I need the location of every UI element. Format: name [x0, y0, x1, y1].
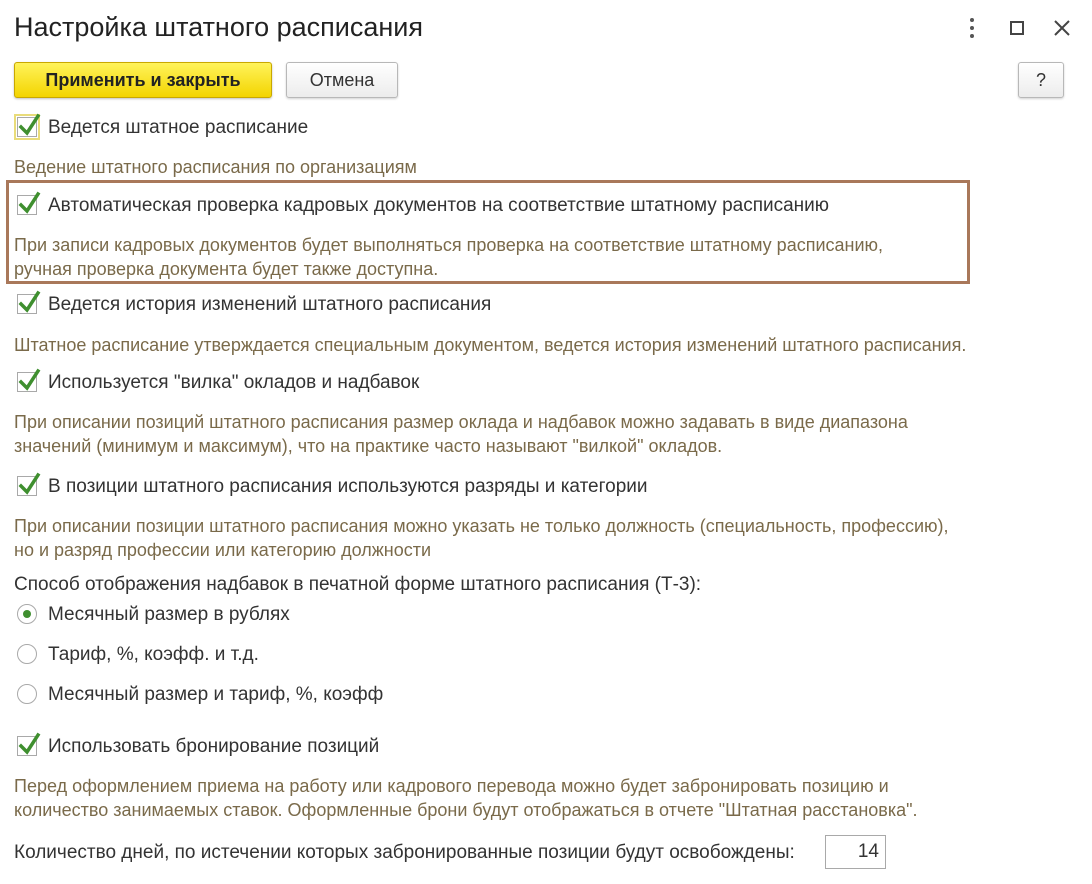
staffing-hint: Ведение штатного расписания по организациям: [14, 157, 417, 177]
salary-range-hint-line2: значений (минимум и максимум), что на практике часто называют "вилкой" окладов.: [14, 436, 723, 456]
allowance-display-label: Способ отображения надбавок в печатной форме штатного расписания (Т-3):: [14, 574, 702, 595]
checkmark-icon: [17, 190, 41, 216]
radio-monthly-rubles[interactable]: [17, 604, 37, 624]
radio-tariff-percent[interactable]: [17, 644, 37, 664]
history-checkbox[interactable]: [17, 294, 37, 314]
salary-range-checkbox[interactable]: [17, 372, 37, 392]
radio-monthly-rubles-label: Месячный размер в рублях: [48, 604, 290, 625]
staffing-label: Ведется штатное расписание: [48, 117, 309, 138]
grades-hint-line2: но и разряд профессии или категорию должности: [14, 540, 432, 560]
grades-hint-line1: При описании позиции штатного расписания можно указать не только должность (специальность, профессию),: [14, 516, 949, 536]
radio-monthly-and-tariff[interactable]: [17, 684, 37, 704]
auto-check-hint-line1: При записи кадровых документов будет выполняться проверка на соответствие штатному расписанию,: [14, 235, 884, 255]
checkmark-icon: [17, 112, 41, 138]
apply-and-close-button[interactable]: Применить и закрыть: [14, 62, 272, 98]
staffing-checkbox[interactable]: [17, 117, 37, 137]
help-button[interactable]: ?: [1018, 62, 1064, 98]
more-vertical-icon[interactable]: [958, 14, 986, 42]
grades-checkbox[interactable]: [17, 476, 37, 496]
window-title: Настройка штатного расписания: [14, 12, 423, 42]
checkmark-icon: [17, 289, 41, 315]
cancel-button[interactable]: Отмена: [286, 62, 398, 98]
grades-label: В позиции штатного расписания используются разряды и категории: [48, 476, 648, 497]
release-days-label: Количество дней, по истечении которых забронированные позиции будут освобождены:: [14, 842, 795, 863]
salary-range-label: Используется "вилка" окладов и надбавок: [48, 372, 420, 393]
reservation-label: Использовать бронирование позиций: [48, 736, 380, 757]
reservation-hint-line2: количество занимаемых ставок. Оформленные брони будут отображаться в отчете "Штатная расстановка".: [14, 800, 918, 820]
radio-monthly-and-tariff-label: Месячный размер и тариф, %, коэфф: [48, 684, 384, 705]
reservation-checkbox[interactable]: [17, 736, 37, 756]
reservation-hint-line1: Перед оформлением приема на работу или кадрового перевода можно будет забронировать позицию и: [14, 776, 889, 796]
close-icon[interactable]: [1048, 14, 1076, 42]
history-hint: Штатное расписание утверждается специальным документом, ведется история изменений штатного расписания.: [14, 335, 967, 355]
checkmark-icon: [17, 367, 41, 393]
auto-check-hint-line2: ручная проверка документа будет также доступна.: [14, 259, 439, 279]
radio-selected-dot: [23, 610, 31, 618]
radio-tariff-percent-label: Тариф, %, коэфф. и т.д.: [48, 644, 259, 665]
checkmark-icon: [17, 731, 41, 757]
salary-range-hint-line1: При описании позиций штатного расписания размер оклада и надбавок можно задавать в виде диапазона: [14, 412, 908, 432]
auto-check-label: Автоматическая проверка кадровых документов на соответствие штатному расписанию: [48, 195, 830, 216]
checkmark-icon: [17, 471, 41, 497]
auto-check-checkbox[interactable]: [17, 195, 37, 215]
maximize-icon[interactable]: [1003, 14, 1031, 42]
history-label: Ведется история изменений штатного расписания: [48, 294, 492, 315]
release-days-input[interactable]: 14: [825, 835, 886, 869]
